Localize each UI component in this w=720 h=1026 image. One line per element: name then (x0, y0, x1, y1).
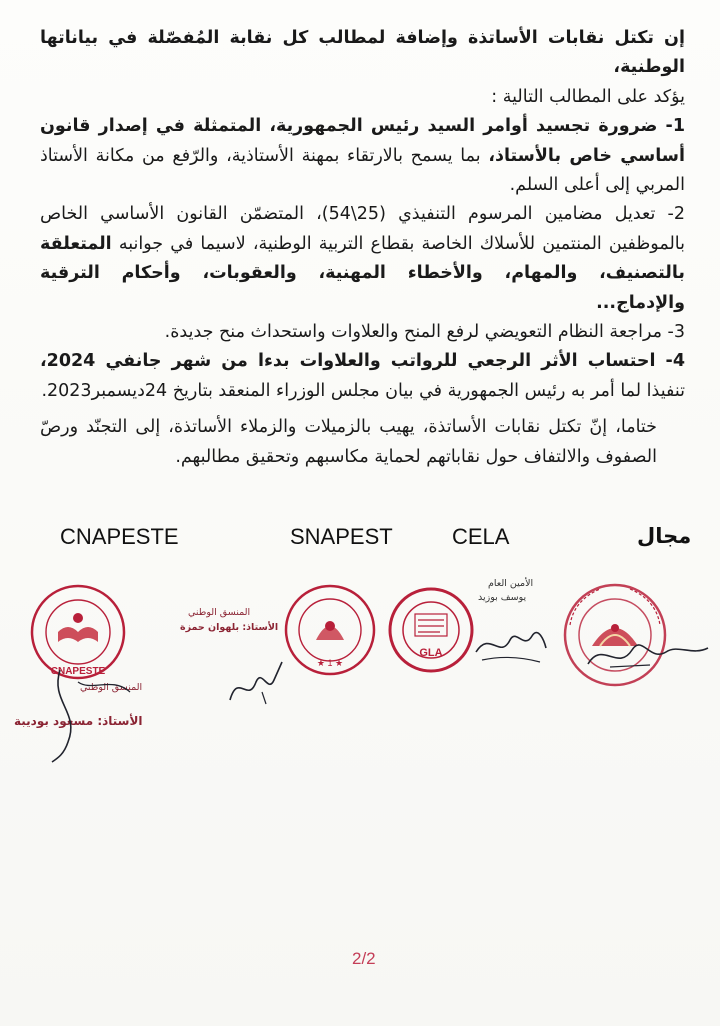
union-majal: مجال (637, 524, 692, 548)
s4-name: الأستاذ: مسعود بوديبة (14, 714, 143, 728)
svg-text:★ 1 ★: ★ 1 ★ (316, 658, 344, 668)
closing-paragraph: ختاما، إنّ تكتل نقابات الأساتذة، يهيب بالزميلات والزملاء الأساتذة، إلى التجنّد ورصّ الصفوف والالتفاف حول نقاباتهم لحماية مكاسبهم وتحقيق مطالبهم. (40, 417, 657, 467)
demand-1-rest: بما يسمح بالارتقاء بمهنة الأستاذية، والرّفع من مكانة الأستاذ المربي إلى أعلى السلم. (40, 145, 685, 196)
cnapeste-seal-text: CNAPESTE (50, 666, 106, 677)
demand-2-bold: المتعلقة بالتصنيف، والمهام، والأخطاء المهنية، والعقوبات، وأحكام الترقية والإدماج... (40, 233, 685, 313)
demand-2 (40, 200, 685, 318)
demand-2-plain: 2- تعديل مضامين المرسوم التنفيذي (25\54)، المتضمّن القانون الأساسي الخاص بالموظفين المنتمين للأسلاك الخاصة بقطاع التربية الوطنية، لاسيما في جوانبه (40, 204, 685, 254)
intro-line: إن تكتل نقابات الأساتذة وإضافة لمطالب كل نقابة المُفصّلة في بياناتها الوطنية، (40, 28, 685, 78)
intro-subline: يؤكد على المطالب التالية : (491, 86, 685, 107)
demand-4 (40, 347, 685, 406)
demand-1-bold: 1- ضرورة تجسيد أوامر السيد رئيس الجمهورية، المتمثلة في إصدار قانون أساسي خاص بالأستاذ، (40, 116, 685, 166)
signature-snapest (222, 652, 292, 712)
s3-title: المنسق الوطني (188, 607, 251, 618)
s1-name: يوسف بوزيد (478, 592, 527, 603)
page-number: 2/2 (352, 949, 376, 968)
union-cnapeste: CNAPESTE (60, 524, 179, 549)
s3-name: الأستاذ: بلهوان حمزة (180, 622, 279, 633)
demand-4-rest: تنفيذا لما أمر به رئيس الجمهورية في بيان مجلس الوزراء المنعقد بتاريخ 24ديسمبر2023. (41, 380, 685, 401)
demand-3: 3- مراجعة النظام التعويضي لرفع المنح والعلاوات واستحداث منح جديدة. (164, 322, 685, 343)
union-seal-cla (385, 584, 477, 676)
demand-4-bold: 4- احتساب الأثر الرجعي للرواتب والعلاوات بدءا من شهر جانفي 2024، (40, 351, 685, 372)
union-snapest: SNAPEST (290, 524, 393, 549)
document-body (40, 24, 685, 472)
signature-cela-secretary (470, 600, 550, 670)
signature-majal (580, 622, 715, 677)
union-seal-snapest (282, 582, 378, 678)
union-names-row (0, 520, 720, 556)
s4-title: المنسق الوطني (80, 682, 143, 693)
union-cela: CELA (452, 524, 510, 549)
signature-cnapeste (20, 662, 160, 767)
demand-1 (40, 112, 685, 200)
cla-seal-text: GLA (419, 647, 443, 659)
s1-title: الأمين العام (488, 578, 534, 589)
signatures-stamps-area (0, 572, 720, 792)
